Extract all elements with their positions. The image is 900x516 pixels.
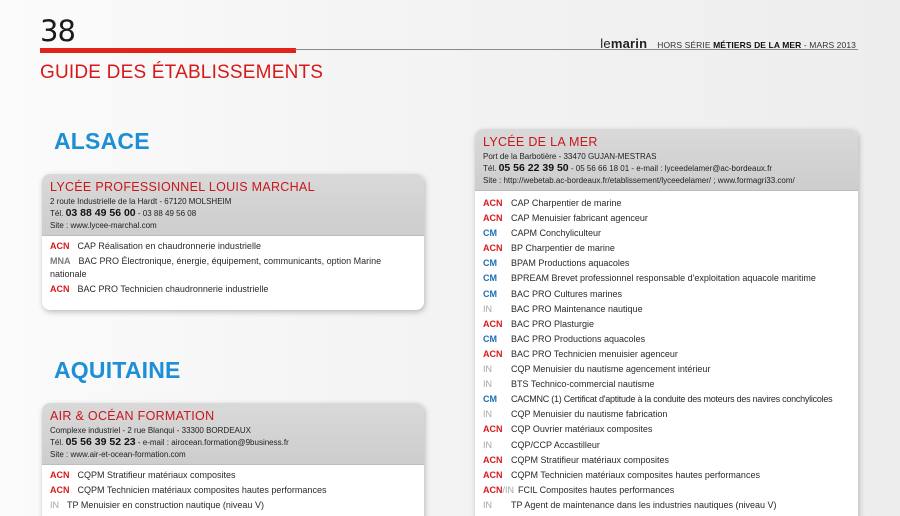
- card-header: [42, 174, 424, 236]
- course-text: CQPM Stratifieur matériaux composites: [511, 454, 670, 465]
- establishment-address: Complexe industriel - 2 rue Blanqui - 33300 BORDEAUX: [50, 426, 251, 435]
- course-list: [475, 191, 858, 516]
- course-code: IN: [483, 439, 492, 450]
- course-code: ACN: [50, 470, 70, 480]
- tel-main: 05 56 39 52 23: [65, 436, 136, 448]
- course-text: BAC PRO Électronique, énergie, équipement, communicants, option Marine nationale: [50, 256, 382, 279]
- course-item: [483, 469, 850, 482]
- course-code: ACN: [483, 213, 503, 224]
- course-code: ACN: [483, 198, 503, 208]
- course-item: [50, 499, 416, 512]
- course-list: [42, 465, 424, 516]
- establishment-phone: [50, 207, 416, 220]
- establishment-phone: [483, 162, 850, 175]
- course-item: [483, 318, 850, 331]
- course-code-in: IN: [505, 484, 515, 495]
- course-text: BPAM Productions aquacoles: [511, 258, 630, 269]
- course-text: CAP Réalisation en chaudronnerie industrielle: [77, 241, 261, 251]
- course-text: CAPM Conchyliculteur: [511, 228, 602, 239]
- course-code: CM: [483, 394, 497, 405]
- issue-suffix: - MARS 2013: [803, 40, 856, 50]
- issue-label: [657, 40, 856, 50]
- course-item: [483, 197, 850, 210]
- course-code: IN: [483, 379, 492, 390]
- course-item: [50, 283, 416, 296]
- course-code: ACN: [483, 424, 503, 435]
- course-text: BTS Technico-commercial nautisme: [511, 379, 655, 390]
- course-code: IN: [483, 364, 492, 375]
- establishment-card-louis-marchal: [42, 174, 424, 310]
- course-item: [50, 255, 416, 281]
- course-item: [483, 378, 850, 391]
- course-text: CQP Menuisier du nautisme agencement intérieur: [511, 364, 711, 375]
- course-code: IN: [483, 499, 492, 510]
- course-code: ACN: [483, 348, 503, 359]
- tel-main: 05 56 22 39 50: [498, 162, 569, 174]
- guide-title: GUIDE DES ÉTABLISSEMENTS: [40, 62, 324, 83]
- course-item: [483, 242, 850, 255]
- tel-rest: - e-mail : airocean.formation@9business.fr: [137, 438, 289, 447]
- issue-prefix: HORS SÉRIE: [657, 40, 711, 50]
- course-item: [483, 288, 850, 301]
- course-code: CM: [483, 288, 497, 299]
- course-item: [483, 408, 850, 421]
- course-item: [483, 454, 850, 467]
- course-item: [483, 348, 850, 361]
- course-text: BP Charpentier de marine: [511, 243, 615, 254]
- tel-rest: - 03 88 49 56 08: [137, 209, 197, 218]
- card-header: [42, 403, 424, 465]
- tel-rest: - 05 56 66 18 01 - e-mail : lyceedelamer@ac-bordeaux.fr: [570, 164, 772, 173]
- course-text: BAC PRO Cultures marines: [511, 288, 623, 299]
- course-code: ACN: [50, 485, 70, 495]
- course-item: [50, 240, 416, 253]
- course-item: [50, 469, 416, 482]
- establishment-address: 2 route Industrielle de la Hardt - 67120 MOLSHEIM: [50, 197, 232, 206]
- establishment-site: Site : http://webetab.ac-bordeaux.fr/etablissement/lyceedelamer/ ; www.formagri33.com/: [483, 176, 795, 185]
- course-text: TP Menuisier en construction nautique (niveau V): [67, 500, 264, 510]
- course-item: [483, 303, 850, 316]
- issue-bold: MÉTIERS DE LA MER: [713, 40, 802, 50]
- course-code-acn: ACN: [483, 484, 503, 495]
- course-item: [483, 363, 850, 376]
- course-text: TP Agent de maintenance dans les industries nautiques (niveau V): [511, 499, 777, 510]
- course-code: ACN: [50, 241, 70, 251]
- course-text: CAP Charpentier de marine: [511, 198, 622, 208]
- course-code: ACN: [483, 243, 503, 254]
- establishment-address: Port de la Barbotière - 33470 GUJAN-MESTRAS: [483, 152, 657, 161]
- establishment-name: LYCÉE DE LA MER: [483, 135, 598, 149]
- region-title-aquitaine: AQUITAINE: [54, 357, 181, 383]
- tel-prefix: Tél.: [50, 209, 64, 218]
- course-text: FCIL Composites hautes performances: [518, 484, 675, 495]
- course-item: [483, 439, 850, 452]
- course-item: [483, 484, 850, 497]
- establishment-name: LYCÉE PROFESSIONNEL LOUIS MARCHAL: [50, 180, 315, 194]
- course-code: CM: [483, 273, 497, 284]
- brand-marin: marin: [610, 36, 648, 51]
- course-code: IN: [483, 409, 492, 420]
- course-text: BAC PRO Plasturgie: [511, 318, 595, 329]
- course-code: ACN: [483, 469, 503, 480]
- course-item: [50, 484, 416, 497]
- establishment-card-lycee-de-la-mer: [475, 129, 858, 516]
- course-code-separator: /: [502, 484, 506, 495]
- course-text: BAC PRO Maintenance nautique: [511, 303, 643, 314]
- page-number: 38: [40, 14, 75, 48]
- course-item: [483, 499, 850, 512]
- tel-prefix: Tél.: [483, 164, 497, 173]
- tel-prefix: Tél.: [50, 438, 64, 447]
- course-code: [483, 484, 518, 497]
- course-text: BPREAM Brevet professionnel responsable d'exploitation aquacole maritime: [511, 273, 816, 284]
- brand-le: le: [600, 36, 611, 51]
- course-item: [483, 227, 850, 240]
- brand-logo: [600, 36, 647, 51]
- course-text: CACMNC (1) Certificat d'aptitude à la conduite des moteurs des navires conchylicoles: [511, 394, 833, 405]
- course-text: CQPM Technicien matériaux composites hautes performances: [511, 469, 760, 480]
- course-item: [483, 333, 850, 346]
- course-text: CQPM Technicien matériaux composites hautes performances: [77, 485, 327, 495]
- course-code: ACN: [483, 454, 503, 465]
- establishment-card-air-ocean: [42, 403, 424, 516]
- course-item: [483, 257, 850, 270]
- establishment-phone: [50, 436, 416, 449]
- course-code: CM: [483, 258, 497, 269]
- course-item: [483, 272, 850, 285]
- course-text: BAC PRO Technicien chaudronnerie industrielle: [77, 284, 269, 294]
- course-code: CM: [483, 333, 497, 344]
- magazine-info: [600, 36, 856, 51]
- course-item: [483, 212, 850, 225]
- course-code: IN: [50, 500, 59, 510]
- course-code: IN: [483, 303, 492, 314]
- header-red-rule: [40, 48, 296, 53]
- course-item: [483, 393, 850, 406]
- course-text: BAC PRO Technicien menuisier agenceur: [511, 348, 678, 359]
- course-code: ACN: [483, 318, 503, 329]
- card-header: [475, 129, 858, 191]
- establishment-site: Site : www.air-et-ocean-formation.com: [50, 450, 186, 459]
- course-code: MNA: [50, 256, 71, 266]
- course-text: CQPM Stratifieur matériaux composites: [77, 470, 236, 480]
- tel-main: 03 88 49 56 00: [65, 207, 136, 219]
- course-code: ACN: [50, 284, 70, 294]
- course-item: [483, 423, 850, 436]
- course-text: CQP Ouvrier matériaux composites: [511, 424, 653, 435]
- establishment-name: AIR & OCÉAN FORMATION: [50, 409, 215, 423]
- establishment-site: Site : www.lycee-marchal.com: [50, 221, 157, 230]
- course-list: [42, 236, 424, 302]
- course-text: BAC PRO Productions aquacoles: [511, 333, 646, 344]
- region-title-alsace: ALSACE: [54, 128, 150, 154]
- course-text: CQP/CCP Accastilleur: [511, 439, 600, 450]
- course-text: CAP Menuisier fabricant agenceur: [511, 213, 648, 224]
- course-code: CM: [483, 228, 497, 239]
- course-text: CQP Menuisier du nautisme fabrication: [511, 409, 668, 420]
